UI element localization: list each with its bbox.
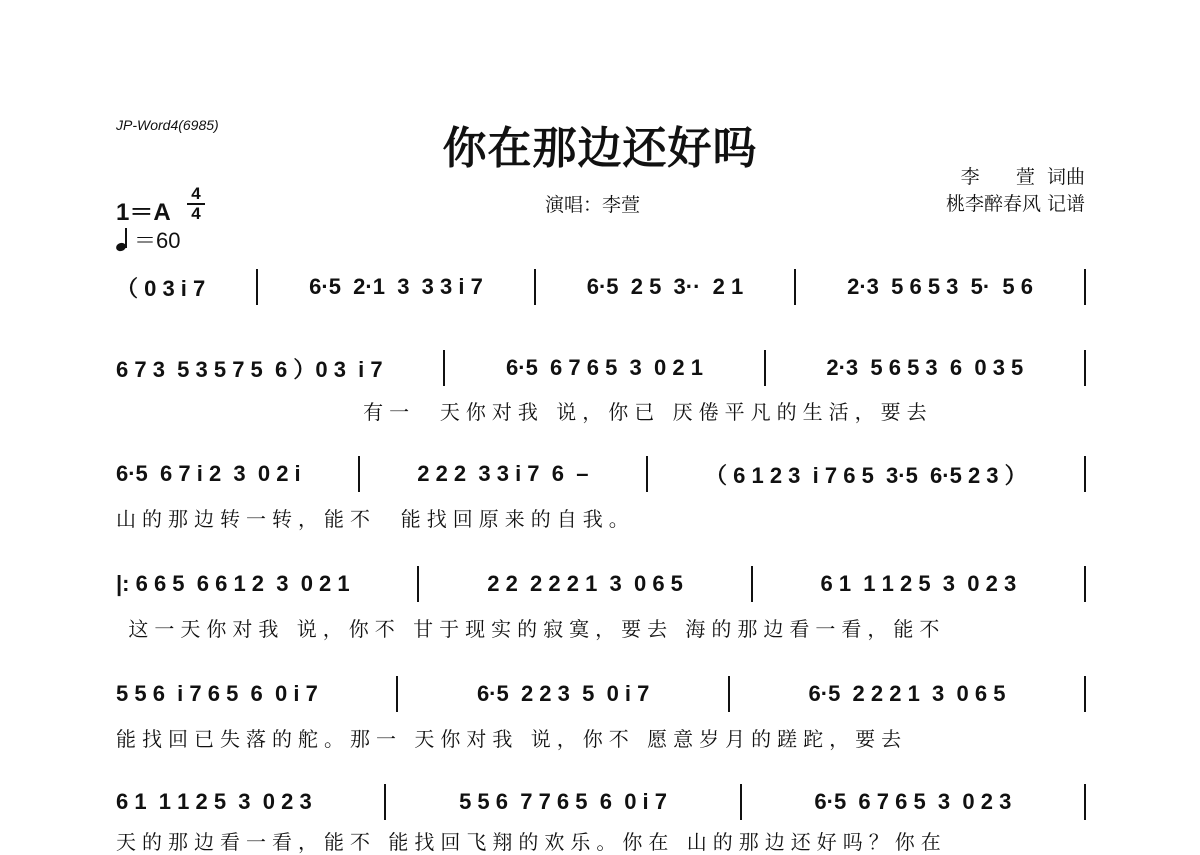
time-signature-top: 4 xyxy=(191,184,201,203)
notation-row xyxy=(116,266,1086,308)
software-label: JP-Word4(6985) xyxy=(116,117,219,133)
measure-notes: 6·5 6 7 i 2 3 0 2 i xyxy=(116,461,301,486)
quarter-note-icon xyxy=(116,228,130,252)
notation-row xyxy=(116,781,1086,823)
barline xyxy=(417,566,419,602)
singer-credit: 演唱：李萱 xyxy=(545,194,641,216)
lyricist-composer-credit: 李 萱 词曲 xyxy=(960,166,1085,188)
barline xyxy=(256,269,258,305)
transcriber-credit: 桃李醉春风 记谱 xyxy=(945,193,1085,215)
barline xyxy=(443,350,445,386)
barline xyxy=(1084,350,1086,386)
measure-notes: 5 5 6 7 7 6 5 6 0 i 7 xyxy=(459,789,668,814)
barline xyxy=(1084,784,1086,820)
song-title: 你在那边还好吗 xyxy=(442,123,758,174)
measure-notes: 2 2 2 3 3 i 7 6 – xyxy=(417,461,589,486)
measure-notes: 2·3 5 6 5 3 5· 5 6 xyxy=(847,274,1034,299)
lyric-row: 有一 天你对我 说，你已 厌倦平凡的生活，要去 xyxy=(116,400,933,424)
barline xyxy=(1084,566,1086,602)
barline xyxy=(794,269,796,305)
measure-notes: 2 2 2 2 2 1 3 0 6 5 xyxy=(487,571,683,596)
time-signature xyxy=(185,186,207,222)
lyric-row: 能找回已失落的舵。那一 天你对我 说，你不 愿意岁月的蹉跎，要去 xyxy=(116,727,908,751)
tempo-value: ＝60 xyxy=(134,228,181,253)
barline xyxy=(396,676,398,712)
barline xyxy=(764,350,766,386)
barline xyxy=(728,676,730,712)
measure-notes: 6·5 2 2 3 5 0 i 7 xyxy=(476,681,650,706)
barline xyxy=(646,456,648,492)
measure-notes: （ 6 1 2 3 i 7 6 5 3·5 6·5 2 3 ） xyxy=(705,462,1027,488)
key-signature: 1＝A xyxy=(116,199,171,226)
barline xyxy=(751,566,753,602)
measure-notes: 2·3 5 6 5 3 6 0 3 5 xyxy=(826,355,1024,380)
notation-row xyxy=(116,453,1086,495)
measure-notes: |: 6 6 5 6 6 1 2 3 0 2 1 xyxy=(116,571,350,596)
measure-notes: （ 0 3 i 7 xyxy=(116,275,206,301)
barline xyxy=(534,269,536,305)
barline xyxy=(740,784,742,820)
measure-notes: 5 5 6 i 7 6 5 6 0 i 7 xyxy=(116,681,318,706)
lyric-row: 这一天你对我 说，你不 甘于现实的寂寞，要去 海的那边看一看，能不 xyxy=(116,617,946,641)
barline xyxy=(1084,456,1086,492)
notation-row xyxy=(116,673,1086,715)
measure-notes: 6 7 3 5 3 5 7 5 6 ）0 3 i 7 xyxy=(116,356,383,382)
lyric-row: 天的那边看一看，能不 能找回飞翔的欢乐。你在 山的那边还好吗？你在 xyxy=(116,830,947,854)
measure-notes: 6 1 1 1 2 5 3 0 2 3 xyxy=(116,789,312,814)
measure-notes: 6·5 2 2 2 1 3 0 6 5 xyxy=(808,681,1006,706)
lyric-row: 山的那边转一转，能不 能找回原来的自我。 xyxy=(116,507,635,531)
notation-row xyxy=(116,563,1086,605)
measure-notes: 6·5 6 7 6 5 3 0 2 1 xyxy=(506,355,703,380)
measure-notes: 6·5 2 5 3·· 2 1 xyxy=(586,274,744,299)
measure-notes: 6 1 1 1 2 5 3 0 2 3 xyxy=(820,571,1017,596)
notation-row xyxy=(116,347,1086,389)
barline xyxy=(384,784,386,820)
measure-notes: 6·5 2·1 3 3 3 i 7 xyxy=(309,274,483,299)
barline xyxy=(1084,269,1086,305)
barline xyxy=(1084,676,1086,712)
time-signature-bottom: 4 xyxy=(191,204,201,223)
measure-notes: 6·5 6 7 6 5 3 0 2 3 xyxy=(814,789,1012,814)
barline xyxy=(358,456,360,492)
tempo-marking xyxy=(116,224,180,255)
